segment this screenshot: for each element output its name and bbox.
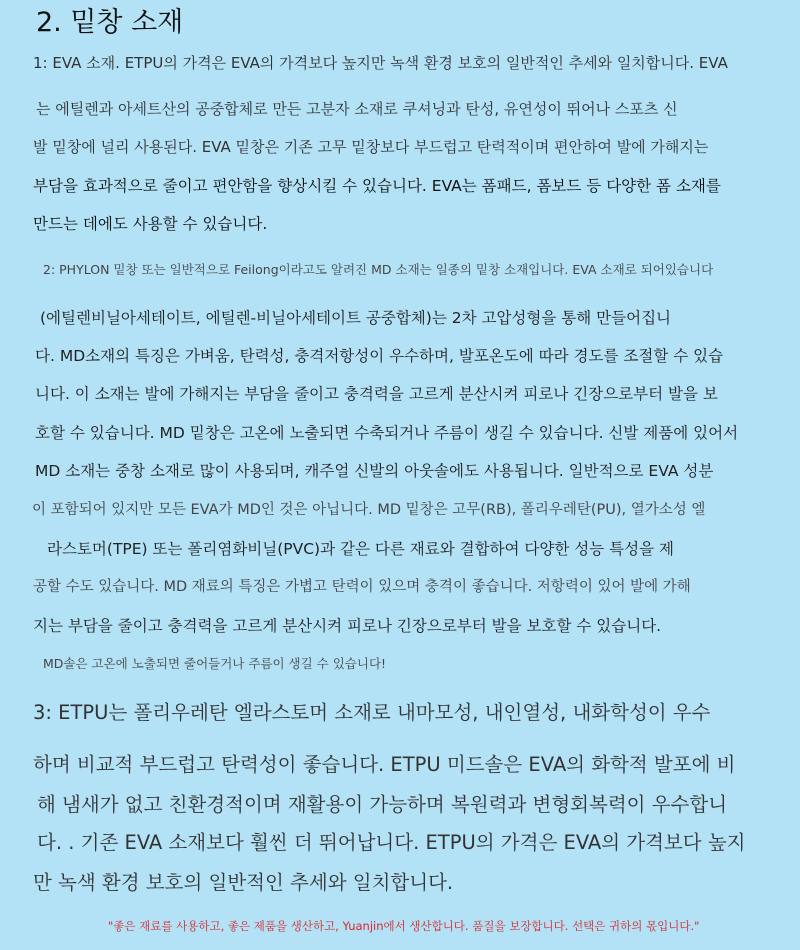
md-paragraph-line-1: (에틸렌비닐아세테이트, 에틸렌-비닐아세테이트 공중합체)는 2차 고압성형을 통해 만들어집니 — [40, 309, 672, 327]
md-paragraph-line-7: 라스토머(TPE) 또는 폴리염화비닐(PVC)과 같은 다른 재료와 결합하여 다양한 성능 특성을 제 — [47, 540, 674, 558]
md-paragraph-line-8: 공할 수도 있습니다. MD 재료의 특징은 가볍고 탄력이 있으며 충격이 좋습니다. 저항력이 있어 발에 가해 — [33, 579, 691, 595]
etpu-paragraph-line-2: 하며 비교적 부드럽고 탄력성이 좋습니다. ETPU 미드솔은 EVA의 화학적 발포에 비 — [33, 753, 736, 776]
md-paragraph-line-6: 이 포함되어 있지만 모든 EVA가 MD인 것은 아닙니다. MD 밑창은 고무(RB), 폴리우레탄(PU), 열가소성 엘 — [32, 502, 706, 518]
etpu-paragraph-line-4: 다. . 기존 EVA 소재보다 훨씬 더 뛰어납니다. ETPU의 가격은 EVA의 가격보다 높지 — [37, 831, 746, 854]
eva-paragraph-line-2: 는 에틸렌과 아세트산의 공중합체로 만든 고분자 소재로 쿠셔닝과 탄성, 유연성이 뛰어나 스포츠 신 — [36, 100, 678, 118]
md-warning-note: MD솔은 고온에 노출되면 줄어들거나 주름이 생길 수 있습니다! — [43, 656, 387, 671]
md-paragraph-line-4: 호할 수 있습니다. MD 밑창은 고온에 노출되면 수축되거나 주름이 생길 수 있습니다. 신발 제품에 있어서 — [35, 424, 739, 442]
eva-paragraph-line-5: 만드는 데에도 사용할 수 있습니다. — [33, 215, 268, 233]
eva-paragraph-line-4: 부담을 효과적으로 줄이고 편안함을 향상시킬 수 있습니다. EVA는 폼패드, 폼보드 등 다양한 폼 소재를 — [33, 177, 721, 195]
etpu-paragraph-line-3: 해 냄새가 없고 친환경적이며 재활용이 가능하며 복원력과 변형회복력이 우수합니 — [37, 793, 728, 816]
md-paragraph-line-9: 지는 부담을 줄이고 충격력을 고르게 분산시켜 피로나 긴장으로부터 발을 보호할 수 있습니다. — [33, 617, 662, 635]
md-paragraph-line-3: 니다. 이 소재는 발에 가해지는 부담을 줄이고 충격력을 고르게 분산시켜 피로나 긴장으로부터 발을 보 — [35, 385, 718, 403]
eva-paragraph-line-3: 발 밑창에 널리 사용된다. EVA 밑창은 기존 고무 밑창보다 부드럽고 탄력적이며 편안하여 발에 가해지는 — [33, 138, 709, 156]
section-title: 2. 밑창 소재 — [36, 7, 184, 38]
etpu-paragraph-line-1: 3: ETPU는 폴리우레탄 엘라스토머 소재로 내마모성, 내인열성, 내화학성이 우수 — [33, 701, 711, 724]
phylon-intro-line: 2: PHYLON 밑창 또는 일반적으로 Feilong이라고도 알려진 MD 소재는 일종의 밑창 소재입니다. EVA 소재로 되어있습니다 — [43, 262, 714, 277]
footer-slogan: "좋은 재료를 사용하고, 좋은 제품을 생산하고, Yuanjin에서 생산합니다. 품질을 보장합니다. 선택은 귀하의 몫입니다." — [108, 919, 700, 933]
md-paragraph-line-2: 다. MD소재의 특징은 가벼움, 탄력성, 충격저항성이 우수하며, 발포온도에 따라 경도를 조절할 수 있습 — [35, 347, 724, 365]
md-paragraph-line-5: MD 소재는 중창 소재로 많이 사용되며, 캐주얼 신발의 아웃솔에도 사용됩니다. 일반적으로 EVA 성분 — [35, 462, 714, 480]
etpu-paragraph-line-5: 만 녹색 환경 보호의 일반적인 추세와 일치합니다. — [33, 871, 454, 894]
eva-paragraph-line-1: 1: EVA 소재. ETPU의 가격은 EVA의 가격보다 높지만 녹색 환경 보호의 일반적인 추세와 일치합니다. EVA — [33, 54, 728, 72]
